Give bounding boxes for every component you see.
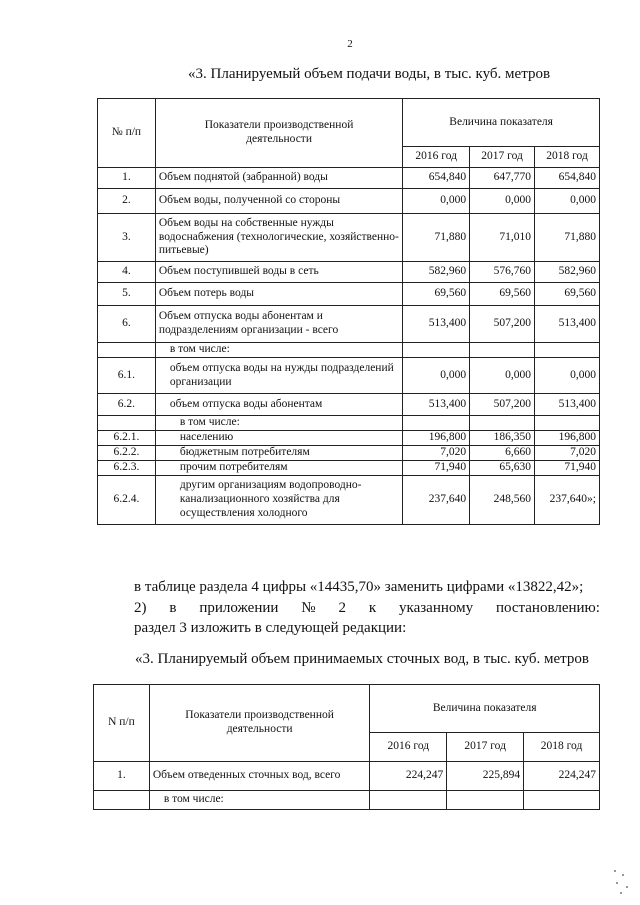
header-value: Величина показателя <box>403 99 600 147</box>
row-number: 6.2.1. <box>98 431 156 446</box>
scan-artifact-dots <box>612 868 632 898</box>
row-value: 0,000 <box>403 189 470 214</box>
amendment-line-3: раздел 3 изложить в следующей редакции: <box>134 620 407 636</box>
row-value: 0,000 <box>535 189 600 214</box>
row-value: 513,400 <box>535 394 600 416</box>
word: 2) <box>134 600 147 616</box>
row-label: Объем воды, полученной со стороны <box>155 189 402 214</box>
table-row <box>98 416 600 431</box>
row-number <box>98 343 156 358</box>
row-value: 654,840 <box>535 168 600 189</box>
row-number <box>94 791 150 810</box>
header-year: 2017 год <box>447 733 524 762</box>
header-num: № п/п <box>98 99 156 168</box>
row-value: 237,640»; <box>535 476 600 525</box>
table-row <box>98 189 600 214</box>
table-row <box>98 306 600 343</box>
row-label: Объем потерь воды <box>155 283 402 306</box>
row-value <box>370 791 447 810</box>
row-label: населению <box>155 431 402 446</box>
row-value: 576,760 <box>470 262 535 283</box>
row-value <box>470 416 535 431</box>
row-label: прочим потребителям <box>155 461 402 476</box>
row-value <box>403 343 470 358</box>
header-year: 2018 год <box>535 147 600 168</box>
row-value: 582,960 <box>403 262 470 283</box>
header-year: 2018 год <box>524 733 600 762</box>
row-number: 3. <box>98 214 156 262</box>
row-value: 507,200 <box>470 394 535 416</box>
table-row <box>98 168 600 189</box>
row-value: 196,800 <box>403 431 470 446</box>
row-value: 224,247 <box>370 762 447 791</box>
table-row <box>98 214 600 262</box>
sewage-table <box>93 684 600 810</box>
table-row <box>98 431 600 446</box>
row-value: 654,840 <box>403 168 470 189</box>
page-number: 2 <box>347 38 353 50</box>
word: приложении <box>199 600 279 616</box>
row-number: 2. <box>98 189 156 214</box>
row-value: 0,000 <box>535 358 600 394</box>
word: в <box>169 600 177 616</box>
row-value <box>447 791 524 810</box>
row-number: 6.2.3. <box>98 461 156 476</box>
row-label: Объем поднятой (забранной) воды <box>155 168 402 189</box>
row-label: в том числе: <box>149 791 370 810</box>
table-row <box>98 358 600 394</box>
row-value <box>470 343 535 358</box>
row-value: 248,560 <box>470 476 535 525</box>
header-indicators: Показатели производственной деятельности <box>155 99 402 168</box>
row-number: 6.2.2. <box>98 446 156 461</box>
header-year: 2017 год <box>470 147 535 168</box>
row-number: 6.2. <box>98 394 156 416</box>
table-row <box>98 343 600 358</box>
row-number: 5. <box>98 283 156 306</box>
row-value: 507,200 <box>470 306 535 343</box>
row-value: 647,770 <box>470 168 535 189</box>
row-value: 237,640 <box>403 476 470 525</box>
row-value: 513,400 <box>403 306 470 343</box>
row-value: 582,960 <box>535 262 600 283</box>
row-value: 71,940 <box>403 461 470 476</box>
row-value: 0,000 <box>403 358 470 394</box>
word: постановлению: <box>495 600 600 616</box>
table-row <box>94 791 600 810</box>
row-number: 1. <box>94 762 150 791</box>
row-value: 186,350 <box>470 431 535 446</box>
header-value: Величина показателя <box>370 685 600 733</box>
row-value: 513,400 <box>535 306 600 343</box>
word: № <box>301 600 316 616</box>
row-label: в том числе: <box>155 416 402 431</box>
table-row <box>98 283 600 306</box>
row-value: 69,560 <box>403 283 470 306</box>
row-label: объем отпуска воды на нужды подразделений организации <box>155 358 402 394</box>
row-value: 7,020 <box>403 446 470 461</box>
header-year: 2016 год <box>403 147 470 168</box>
row-label: в том числе: <box>155 343 402 358</box>
row-label: Объем отпуска воды абонентам и подразделениям организации - всего <box>155 306 402 343</box>
row-value: 6,660 <box>470 446 535 461</box>
table-row <box>98 446 600 461</box>
table-row <box>98 461 600 476</box>
header-year: 2016 год <box>370 733 447 762</box>
amendment-line-1: в таблице раздела 4 цифры «14435,70» заменить цифрами «13822,42»; <box>134 579 584 595</box>
amendment-line-2 <box>134 600 600 617</box>
row-label: другим организациям водопроводно-канализационного хозяйства для осуществления холодного <box>155 476 402 525</box>
row-value: 225,894 <box>447 762 524 791</box>
row-label: бюджетным потребителям <box>155 446 402 461</box>
row-value: 0,000 <box>470 189 535 214</box>
row-value: 0,000 <box>470 358 535 394</box>
row-value <box>403 416 470 431</box>
row-value <box>535 343 600 358</box>
table-row <box>98 476 600 525</box>
table-row <box>94 762 600 791</box>
row-value: 513,400 <box>403 394 470 416</box>
row-value: 71,880 <box>535 214 600 262</box>
word: к <box>368 600 377 616</box>
sewage-heading: «3. Планируемый объем принимаемых сточных вод, в тыс. куб. метров <box>135 651 589 667</box>
table-row <box>98 262 600 283</box>
row-number: 6. <box>98 306 156 343</box>
table-row <box>98 394 600 416</box>
row-number: 4. <box>98 262 156 283</box>
row-value: 71,940 <box>535 461 600 476</box>
water-supply-table <box>97 98 600 525</box>
header-num: N п/п <box>94 685 150 762</box>
row-number <box>98 416 156 431</box>
row-value: 69,560 <box>470 283 535 306</box>
row-label: объем отпуска воды абонентам <box>155 394 402 416</box>
row-number: 6.2.4. <box>98 476 156 525</box>
word: указанному <box>399 600 474 616</box>
row-label: Объем воды на собственные нужды водоснабжения (технологические, хозяйственно-питьевые) <box>155 214 402 262</box>
row-value: 71,880 <box>403 214 470 262</box>
row-number: 6.1. <box>98 358 156 394</box>
header-indicators: Показатели производственной деятельности <box>149 685 370 762</box>
row-number: 1. <box>98 168 156 189</box>
row-label: Объем поступившей воды в сеть <box>155 262 402 283</box>
row-value: 69,560 <box>535 283 600 306</box>
row-label: Объем отведенных сточных вод, всего <box>149 762 370 791</box>
water-supply-heading: «3. Планируемый объем подачи воды, в тыс. куб. метров <box>188 66 551 82</box>
row-value: 71,010 <box>470 214 535 262</box>
row-value: 65,630 <box>470 461 535 476</box>
row-value <box>535 416 600 431</box>
row-value: 7,020 <box>535 446 600 461</box>
word: 2 <box>338 600 346 616</box>
row-value: 224,247 <box>524 762 600 791</box>
row-value <box>524 791 600 810</box>
row-value: 196,800 <box>535 431 600 446</box>
